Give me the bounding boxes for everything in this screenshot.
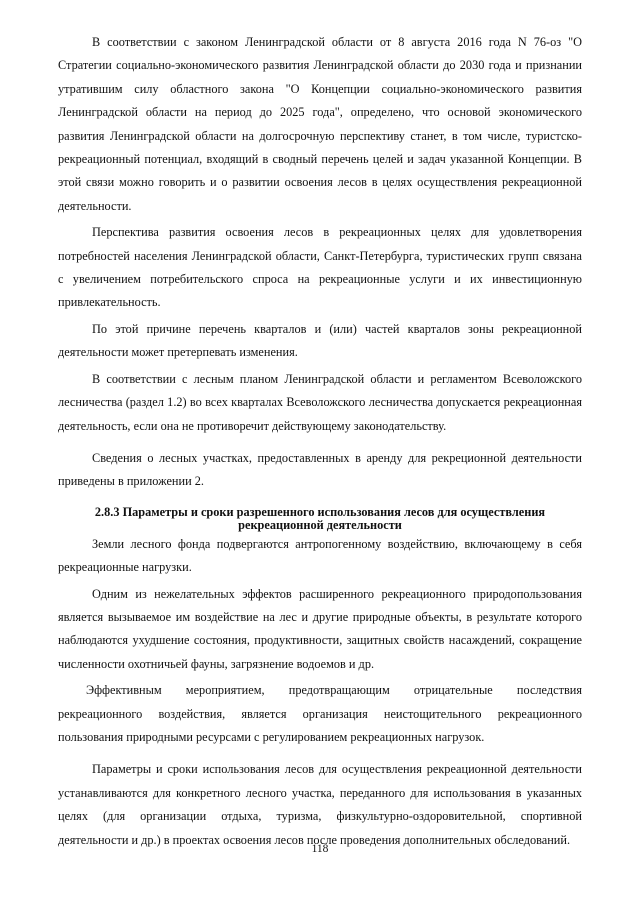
paragraph-lease-info: Сведения о лесных участках, предоставленных в аренду для рекреционной деятельности приведены в приложении 2.	[58, 450, 582, 489]
paragraph-strategy-law: В соответствии с законом Ленинградской области от 8 августа 2016 года N 76-оз "О Стратегии социально-экономического развития Ленинградской области до 2030 года и признании утратившим силу областного закона "О Концепции социально-экономического развития Ленинградской области на период до 2025 года", определено, что основой экономического развития Ленинградской области на долгосрочную перспективу станет, в том числе, туристско-рекреационный потенциал, входящий в сводный перечень целей и задач указанной Концепции. В этой связи можно говорить и о развитии освоения лесов в целях осуществления рекреационной деятельности.	[58, 35, 582, 213]
paragraph-recreation-perspective: Перспектива развития освоения лесов в рекреационных целях для удовлетворения потребностей населения Ленинградской области, Санкт-Петербурга, туристических групп связана с увеличением потребительского спроса на рекреационные услуги и их инвестиционную привлекательность.	[58, 225, 582, 310]
section-heading	[58, 506, 582, 533]
page-body	[58, 31, 582, 852]
page-number: 118	[311, 843, 329, 855]
paragraph-quarters-list: По этой причине перечень кварталов и (или) частей кварталов зоны рекреационной деятельности может претерпевать изменения.	[58, 321, 582, 360]
paragraph-anthropogenic-impact: Земли лесного фонда подвергаются антропогенному воздействию, включающему в себя рекреационные нагрузки.	[58, 536, 582, 575]
section-heading-line-2: рекреационной деятельности	[238, 518, 402, 533]
paragraph-effective-measure: Эффективным мероприятием, предотвращающим отрицательные последствия рекреационного воздействия, является организация неистощительного рекреационного пользования природными ресурсами с регулированием рекреационных нагрузок.	[58, 683, 582, 744]
paragraph-undesirable-effects: Одним из нежелательных эффектов расширенного рекреационного природопользования является вызываемое им воздействие на лес и другие природные объекты, в результате которого наблюдаются ухудшение состояния, продуктивности, защитных свойств насаждений, сокращение численности охотничьей фауны, загрязнение водоемов и др.	[58, 586, 582, 671]
paragraph-parameters-terms: Параметры и сроки использования лесов для осуществления рекреационной деятельности устанавливаются для конкретного лесного участка, переданного для использования в указанных целях (для организации отдыха, туризма, физкультурно-оздоровительной, спортивной деятельности и др.) в проектах освоения лесов после проведения дополнительных обследований.	[58, 762, 582, 847]
section-heading-line-1: 2.8.3 Параметры и сроки разрешенного использования лесов для осуществления	[94, 504, 546, 519]
paragraph-forest-plan: В соответствии с лесным планом Ленинградской области и регламентом Всеволожского лесничества (раздел 1.2) во всех кварталах Всеволожского лесничества допускается рекреационная деятельность, если она не противоречит действующему законодательству.	[58, 371, 582, 433]
